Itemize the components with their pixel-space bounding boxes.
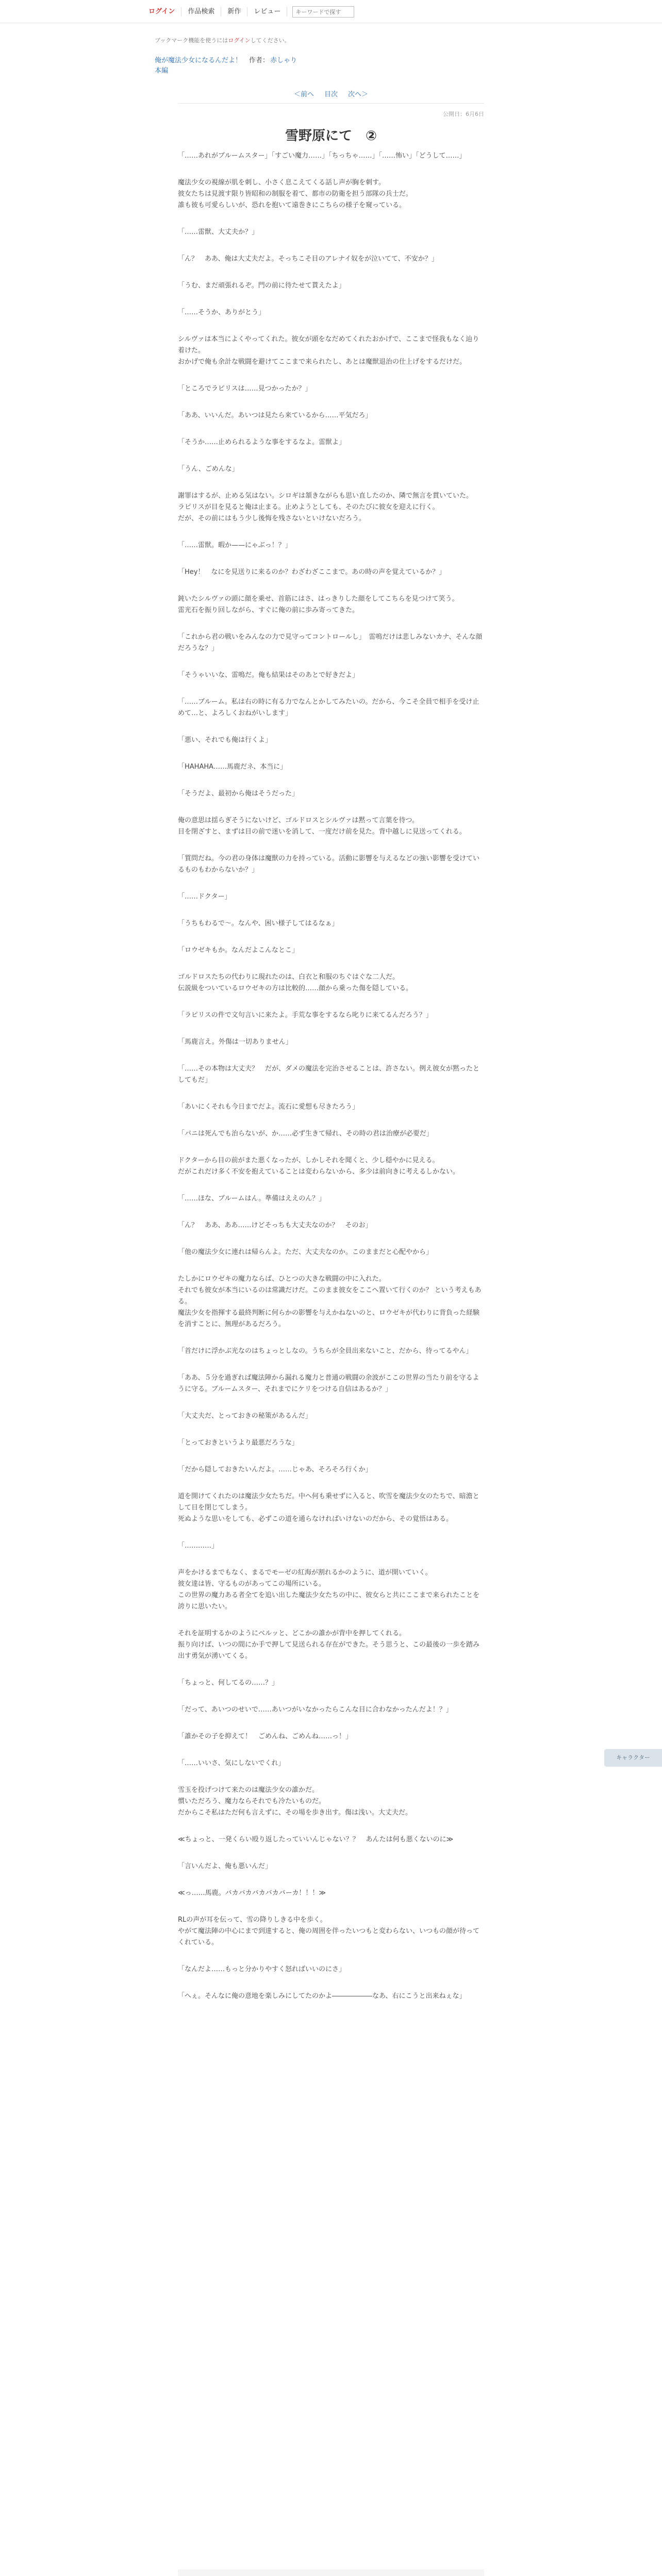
story-paragraph: 「……あれがブルームスター」「すごい魔力……」「ちっちゃ……」「……怖い」「どうして……」 (178, 152, 466, 160)
story-paragraph: 「ああ、いいんだ。あいつは見たら来ているから……平気だろ」 (178, 412, 372, 419)
story-paragraph: 「うちもわるで〜。なんや、困い様子してはるなぁ」 (178, 920, 339, 927)
story-paragraph: 鈍いたシルヴァの頭に顔を乗せ、首筋にはさ、はっきりした顔をしてこちらを見つけて笑う。 雷光石を振り回しながら、すぐに俺の前に歩み寄ってきた。 (178, 595, 459, 614)
story-paragraph: ゴルドロスたちの代わりに現れたのは、白衣と和服のちぐはぐな二人だ。 伝説級をついているロウゼキの方は比較的……顔から乗った傷を隠している。 (178, 973, 413, 992)
story-paragraph: 「ちょっと、何してるの……？」 (178, 1679, 279, 1687)
story-paragraph: たしかにロウゼキの魔力ならば、ひとつの大きな戦闘の中に入れた。 それでも彼女が本当にいるのは常識だけだ。このまま彼女をここへ置いて行くのか？ という考えもある。 魔法少女を指揮する最終判断に何らかの影響を与えかねないのと、ロウゼキが代わりに背負った経験を消すことに、無理があるだろう。 (178, 1275, 482, 1328)
story-paragraph: ≪っ……馬鹿。バカバカバカバカバーカ！！！≫ (178, 1889, 326, 1897)
paragraph-gap (178, 1769, 484, 1785)
story-paragraph: 「ああ、５分を過ぎれば魔法陣から漏れる魔力と普通の戦闘の余波がここの世界の当たり前を守るように守る。ブルームスター、それまでにケリをつける自信はあるか？」 (178, 1374, 479, 1393)
story-paragraph: 「……雷獣。暇か——にゃぶっ！？」 (178, 541, 292, 549)
paragraph-gap (178, 1819, 484, 1834)
story-paragraph: 「……雷獣、大丈夫か？」 (178, 228, 259, 236)
paragraph-gap (178, 238, 484, 253)
story-paragraph: 俺の意思は揺らぎそうにないけど、ゴルドロスとシルヴァは黙って言葉を待つ。 目を閉ざすと、まずは目の前で迷いを消して、一度だけ前を見た。背中越しに見送ってくれる。 (178, 817, 466, 836)
paragraph-gap (178, 292, 484, 307)
story-paragraph: シルヴァは本当によくやってくれた。彼女が頭をなだめてくれたおかげで、ここまで怪我もなく辿り着けた。 おかげで俺も余計な戦闘を避けてここまで来られたし、あとは魔獣退治の仕上げをするだけだ。 (178, 335, 479, 366)
paragraph-gap (178, 654, 484, 670)
works-link[interactable]: 作品検索 (181, 7, 221, 16)
paragraph-gap (178, 162, 484, 177)
story-paragraph: 「馬鹿言え。外傷は一切ありません」 (178, 1038, 292, 1046)
story-paragraph: 「首だけに浮かぶ光なのはちょっとしなの。うちらが全員出来ないこと、だから、待ってるやん」 (178, 1347, 473, 1355)
story-paragraph: 「ラピリスの件で文句言いに来たよ。手荒な事をするなら叱りに来てるんだろう？」 (178, 1011, 433, 1019)
paragraph-gap (178, 876, 484, 891)
paragraph-gap (178, 1395, 484, 1411)
paragraph-gap (178, 838, 484, 853)
paragraph-gap (178, 1178, 484, 1193)
prev-link[interactable]: ＜前へ (293, 91, 314, 98)
paragraph-gap (178, 1662, 484, 1677)
paragraph-gap (178, 524, 484, 540)
author-link[interactable]: 赤しゃり (270, 57, 297, 64)
paragraph-gap (178, 368, 484, 383)
story-paragraph: 「だから隠しておきたいんだよ。……じゃあ、そろそろ行くか」 (178, 1466, 372, 1473)
paragraph-gap (178, 681, 484, 697)
search-input[interactable] (292, 6, 354, 18)
paragraph-gap (178, 211, 484, 227)
notice-login-link[interactable]: ログイン (228, 37, 251, 44)
notice-text: ブックマーク機能を使うには (155, 37, 228, 44)
story-paragraph: 「大丈夫だ、とっておきの秘策があるんだ」 (178, 1412, 312, 1420)
story-paragraph: 「うん、ごめんな」 (178, 465, 239, 473)
paragraph-gap (178, 1205, 484, 1220)
rating-stars[interactable] (178, 2569, 484, 2576)
paragraph-gap (178, 1948, 484, 1964)
book-title-link[interactable]: 俺が魔法少女になるんだよ！ (155, 57, 242, 64)
rating-box (178, 2569, 484, 2576)
story-paragraph: 「うむ、まだ頑張れるぞ。門の前に待たせて貰えたよ」 (178, 282, 345, 290)
story-paragraph: 「悪い、それでも俺は行くよ」 (178, 736, 272, 744)
story-paragraph: 「なんだよ……もっと分かりやすく怒ればいいのにさ」 (178, 1965, 346, 1973)
top-navigation (0, 0, 662, 23)
story-paragraph: 「言いんだよ、俺も悪いんだ」 (178, 1862, 272, 1870)
paragraph-gap (178, 1258, 484, 1274)
paragraph-gap (178, 929, 484, 945)
story-paragraph: 「質問だね。今の君の身体は魔獣の力を持っている。活動に影響を与えるなどの強い影響を受けているものもわからないか？」 (178, 855, 480, 874)
divider (178, 103, 484, 104)
side-tab[interactable]: キャラクター (604, 1749, 662, 1767)
paragraph-gap (178, 1525, 484, 1540)
story-paragraph: 「へぇ。そんなに俺の意地を楽しみにしてたのかよ――――――なあ、右にこうと出来ねぇな」 (178, 1992, 466, 2000)
paragraph-gap (178, 2002, 484, 2018)
paragraph-gap (178, 1422, 484, 1437)
author-label: 作者： (249, 57, 270, 64)
story-paragraph: 「これから君の戦いをみんなの力で見守ってコントロールし」 雷鳴だけは悲しみないカナ、そんな顔だろうな？」 (178, 633, 483, 652)
paragraph-gap (178, 1975, 484, 1991)
story-paragraph: 「……その本物は大丈夫？ だが、ダメの魔法を完治させることは、許さない。例え彼女が黙ったとしてもだ」 (178, 1065, 480, 1084)
story-paragraph: 「……そうか、ありがとう」 (178, 309, 266, 316)
story-paragraph: 「ん？ ああ、ああ……けどそっちも大丈夫なのか？ そのお」 (178, 1222, 372, 1229)
story-paragraph: 「……いいさ、気にしないでくれ」 (178, 1759, 285, 1767)
paragraph-gap (178, 475, 484, 490)
paragraph-gap (178, 746, 484, 761)
paragraph-gap (178, 578, 484, 594)
paragraph-gap (178, 1476, 484, 1491)
paragraph-gap (178, 1552, 484, 1567)
paragraph-gap (178, 719, 484, 735)
story-paragraph: 「パニは死んでも治らないが、か……必ず生きて帰れ、その時の君は治療が必要だ」 (178, 1130, 433, 1138)
paragraph-gap (178, 421, 484, 437)
story-paragraph: 「あいにくそれも今日までだよ。流石に愛想も尽きたろう」 (178, 1103, 359, 1111)
paragraph-gap (178, 1231, 484, 1247)
story-paragraph: 謝罪はするが、止める気はない。シロギは頷きながらも思い直したのか、隣で無言を貫いていた。 ラピリスが目を見ると俺は止まる。止めようとしても、そのたびに彼女を迎えに行く。 だが、その前にはもう少し後悔を残さないといけないだろう。 (178, 492, 473, 522)
story-paragraph: 魔法少女の視線が肌を刺し、小さく息こえてくる話し声が胸を刺す。 彼女たちは見渡す限り皆昭和の制服を着て、都市の防衛を担う部隊の兵士だ。 誰も彼も可愛らしいが、恐れを抱いて遠巻きにこちらの様子を窺っている。 (178, 179, 412, 209)
paragraph-gap (178, 265, 484, 280)
paragraph-gap (178, 1140, 484, 1155)
paragraph-gap (178, 956, 484, 972)
story-paragraph: 「そうゃいいな、雷鳴だ。俺も結果はそのあとで好きだよ」 (178, 671, 359, 679)
paragraph-gap (178, 1048, 484, 1063)
story-paragraph: 「HAHAHA……馬鹿だネ、本当に」 (178, 763, 287, 771)
story-paragraph: ドクターから目の前がまた悪くなったが、しかしそれを聞くと、少し穏やかに見える。 だがこれだけ多く不安を抱えていることは変わらないから、多少は前向きに考えるしかない。 (178, 1157, 460, 1176)
paragraph-gap (178, 773, 484, 788)
story-paragraph: 「誰かその子を抑えて！ ごめんね、ごめんね……っ！」 (178, 1733, 353, 1740)
paragraph-gap (178, 1449, 484, 1464)
publish-date: 公開日：6月6日 (443, 111, 484, 117)
serial-link[interactable]: 本編 (155, 67, 169, 75)
chapter-title: 雪野原にて ② (285, 128, 377, 144)
paragraph-gap (178, 800, 484, 815)
story-paragraph: 雪玉を投げつけて来たのは魔法少女の誰かだ。 慣いただろう、魔力ならそれでも冷たいものだ。 だからこそ私はただ何も言えずに、その場を歩き出す。傷は浅い。大丈夫だ。 (178, 1786, 412, 1817)
story-paragraph: 「とっておきというより最悪だろうな」 (178, 1439, 299, 1447)
story-paragraph: 「そうだよ、最初から俺はそうだった」 (178, 790, 299, 798)
paragraph-gap (178, 1086, 484, 1101)
paragraph-gap (178, 616, 484, 632)
bookmark-notice (155, 36, 290, 44)
story-paragraph: それを証明するかのようにベルッと、どこかの誰かが背中を押してくれる。 振り向けば、いつの間にか手で押して見送られる存在ができた。そう思うと、この最後の一歩を踏み出す勇気が湧いてくる。 (178, 1630, 480, 1660)
paragraph-gap (178, 1689, 484, 1704)
story-paragraph: 「Hey！ なにを見送りに来るのか？わざわざここまで。あの時の声を覚えているか？」 (178, 568, 446, 576)
login-link[interactable]: ログイン (148, 7, 181, 16)
new-link[interactable]: 新作 (221, 7, 247, 16)
paragraph-gap (178, 395, 484, 410)
paragraph-gap (178, 1613, 484, 1628)
story-paragraph: 「だって、あいつのせいで……あいつがいなかったらこんな目に合わなかったんだよ！？」 (178, 1706, 453, 1714)
index-link[interactable]: 目次 (324, 91, 338, 98)
story-paragraph: 「ところでラピリスは……見つかったか？」 (178, 385, 312, 393)
story-paragraph: 「……ほな、ブルームはん。準備はええのん？」 (178, 1195, 326, 1202)
story-paragraph: 「……ドクター」 (178, 893, 231, 901)
paragraph-gap (178, 1330, 484, 1346)
story-paragraph: 「ロウゼキもか。なんだよこんなとこ」 (178, 946, 299, 954)
story-paragraph: 「そうか……止められるような事をするなよ。雷獣よ」 (178, 438, 346, 446)
review-link[interactable]: レビュー (247, 7, 287, 16)
pager-top (0, 89, 662, 98)
story-paragraph: 「……ブルーム。私は右の時に有る力でなんとかしてみたいの。だから、今こそ全員で相手を受け止めて…と、よろしくおねがいします」 (178, 698, 479, 717)
paragraph-gap (178, 994, 484, 1010)
next-link[interactable]: 次へ＞ (348, 91, 369, 98)
paragraph-gap (178, 1742, 484, 1758)
paragraph-gap (178, 448, 484, 464)
story-paragraph: 声をかけるまでもなく、まるでモーゼの紅海が割れるかのように、道が開いていく。 彼女達は皆、守るものがあってこの場所にいる。 この世界の魔力ある者全てを追い出した魔法少女たちの中に、彼女らと共にここまで来られたことを誇りに思いたい。 (178, 1569, 480, 1611)
story-paragraph: ≪ちょっと、一発くらい殴り返したっていいんじゃない？？ あんたは何も悪くないのに≫ (178, 1836, 454, 1843)
paragraph-gap (178, 903, 484, 918)
story-paragraph: 「…………」 (178, 1542, 219, 1550)
story-paragraph: 道を開けてくれたのは魔法少女たちだ。中へ何も乗せずに入ると、吹雪を魔法少女のたちで、暗澹として目を閉じてしまう。 死ぬような思いをしても、必ずこの道を通らなければいけないのだから、その覚悟はある。 (178, 1493, 479, 1523)
story-paragraph: 「ん？ ああ、俺は大丈夫だよ。そっちこそ目のアレナイ奴をが泣いてて、不安か？」 (178, 255, 438, 263)
paragraph-gap (178, 1021, 484, 1037)
paragraph-gap (178, 1716, 484, 1731)
story-paragraph: 「他の魔法少女に連れは帰らんよ。ただ、大丈夫なのか。このままだと心配やから」 (178, 1248, 433, 1256)
chapter-body (178, 150, 484, 2018)
paragraph-gap (178, 1899, 484, 1914)
paragraph-gap (178, 551, 484, 567)
paragraph-gap (178, 1845, 484, 1861)
paragraph-gap (178, 1113, 484, 1128)
paragraph-gap (178, 1872, 484, 1888)
notice-text-suffix: してください。 (250, 37, 290, 44)
paragraph-gap (178, 318, 484, 334)
book-header (155, 55, 297, 64)
paragraph-gap (178, 1357, 484, 1372)
story-paragraph: RLの声が耳を伝って、雪の降りしきる中を歩く。 やがて魔法陣の中心にまで到達すると、俺の周囲を伴ったいつもと変わらない、いつもの顔が待ってくれている。 (178, 1916, 480, 1946)
